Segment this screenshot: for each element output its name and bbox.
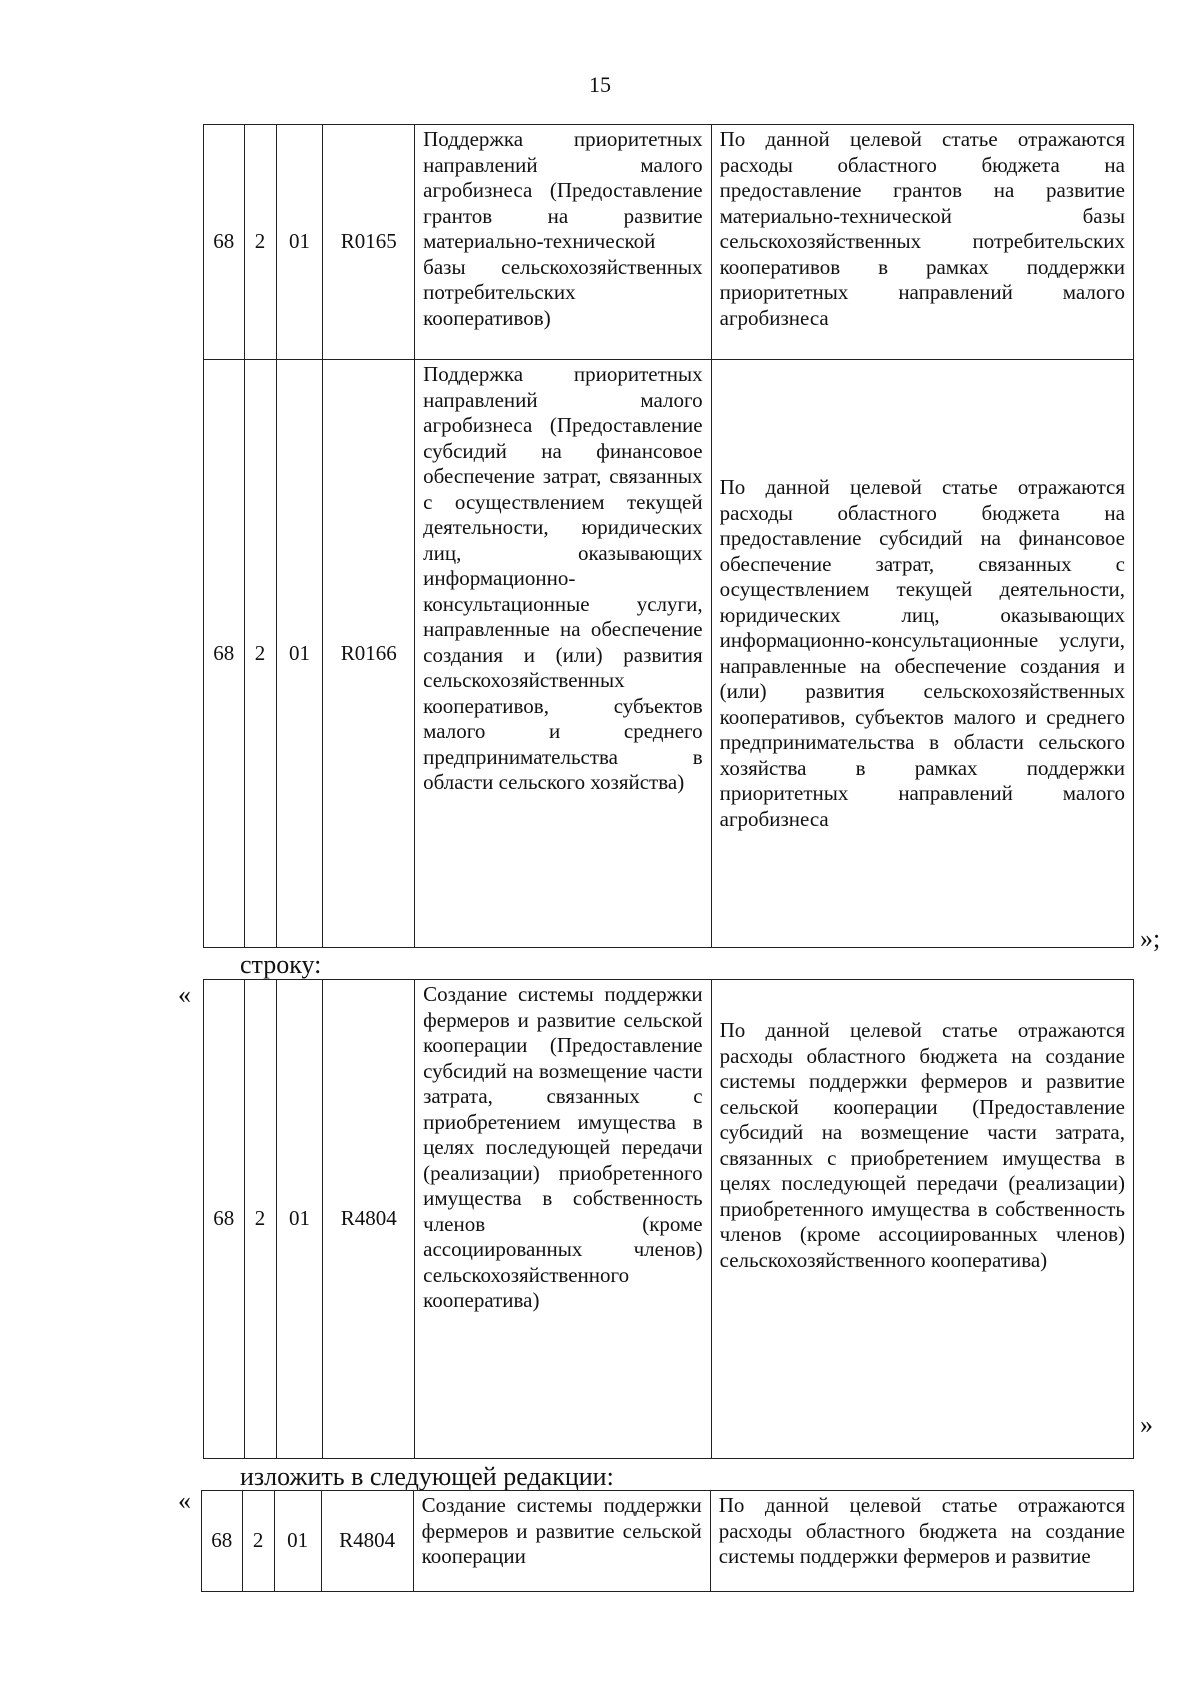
code-program: 68	[204, 125, 245, 360]
target-article-description: По данной целевой статье отражаются расходы областного бюджета на создание системы поддержки фермеров и развитие	[710, 1491, 1133, 1592]
code-main-event: 01	[276, 980, 323, 1459]
code-direction: R4804	[321, 1491, 413, 1592]
opening-quote: «	[178, 1486, 191, 1515]
code-subprogram: 2	[244, 980, 276, 1459]
code-direction: R0165	[323, 125, 415, 360]
code-program: 68	[204, 360, 245, 948]
code-direction: R4804	[323, 980, 415, 1459]
table-row	[204, 125, 1134, 360]
target-article-description: По данной целевой статье отражаются расходы областного бюджета на предоставление субсидий на финансовое обеспечение затрат, связанных с осуществлением текущей деятельности, юридических лиц, оказывающих информационно-консультационные услуги, направленные на обеспечение создания и (или) развития сельскохозяйственных кооперативов, субъектов малого и среднего предпринимательства в области сельского хозяйства в рамках поддержки приоритетных направлений малого агробизнеса	[711, 360, 1133, 948]
closing-quote: »	[1140, 1410, 1153, 1439]
code-direction: R0166	[323, 360, 415, 948]
target-article-name: Поддержка приоритетных направлений малого агробизнеса (Предоставление субсидий на финансовое обеспечение затрат, связанных с осуществлением текущей деятельности, юридических лиц, оказывающих информационно-консультационные услуги, направленные на обеспечение создания и (или) развития сельскохозяйственных кооперативов, субъектов малого и среднего предпринимательства в области сельского хозяйства)	[415, 360, 711, 948]
budget-code-table-2	[203, 979, 1134, 1459]
opening-quote: «	[178, 980, 191, 1009]
label-row: строку:	[240, 950, 322, 979]
page-number: 15	[589, 72, 611, 97]
code-subprogram: 2	[244, 360, 276, 948]
table-row	[202, 1491, 1134, 1592]
target-article-name: Создание системы поддержки фермеров и развитие сельской кооперации (Предоставление субсидий на возмещение части затрата, связанных с приобретением имущества в целях последующей передачи (реализации) приобретенного имущества в собственность членов (кроме ассоциированных членов) сельскохозяйственного кооператива)	[415, 980, 711, 1459]
budget-code-table-1	[203, 124, 1134, 948]
code-main-event: 01	[276, 125, 323, 360]
code-main-event: 01	[274, 1491, 321, 1592]
code-main-event: 01	[276, 360, 323, 948]
target-article-description: По данной целевой статье отражаются расходы областного бюджета на предоставление грантов на развитие материально-технической базы сельскохозяйственных потребительских кооперативов в рамках поддержки приоритетных направлений малого агробизнеса	[711, 125, 1133, 360]
code-subprogram: 2	[242, 1491, 274, 1592]
code-subprogram: 2	[244, 125, 276, 360]
code-program: 68	[204, 980, 245, 1459]
label-edit: изложить в следующей редакции:	[240, 1462, 614, 1491]
closing-quote: »;	[1140, 924, 1161, 953]
table-row	[204, 360, 1134, 948]
target-article-description: По данной целевой статье отражаются расходы областного бюджета на создание системы поддержки фермеров и развитие сельской кооперации (Предоставление субсидий на возмещение части затрата, связанных с приобретением имущества в целях последующей передачи (реализации) приобретенного имущества в собственность членов (кроме ассоциированных членов) сельскохозяйственного кооператива)	[711, 980, 1133, 1459]
target-article-name: Создание системы поддержки фермеров и развитие сельской кооперации	[413, 1491, 710, 1592]
table-row	[204, 980, 1134, 1459]
budget-code-table-3	[201, 1490, 1134, 1592]
code-program: 68	[202, 1491, 243, 1592]
target-article-name: Поддержка приоритетных направлений малого агробизнеса (Предоставление грантов на развитие материально-технической базы сельскохозяйственных потребительских кооперативов)	[415, 125, 711, 360]
